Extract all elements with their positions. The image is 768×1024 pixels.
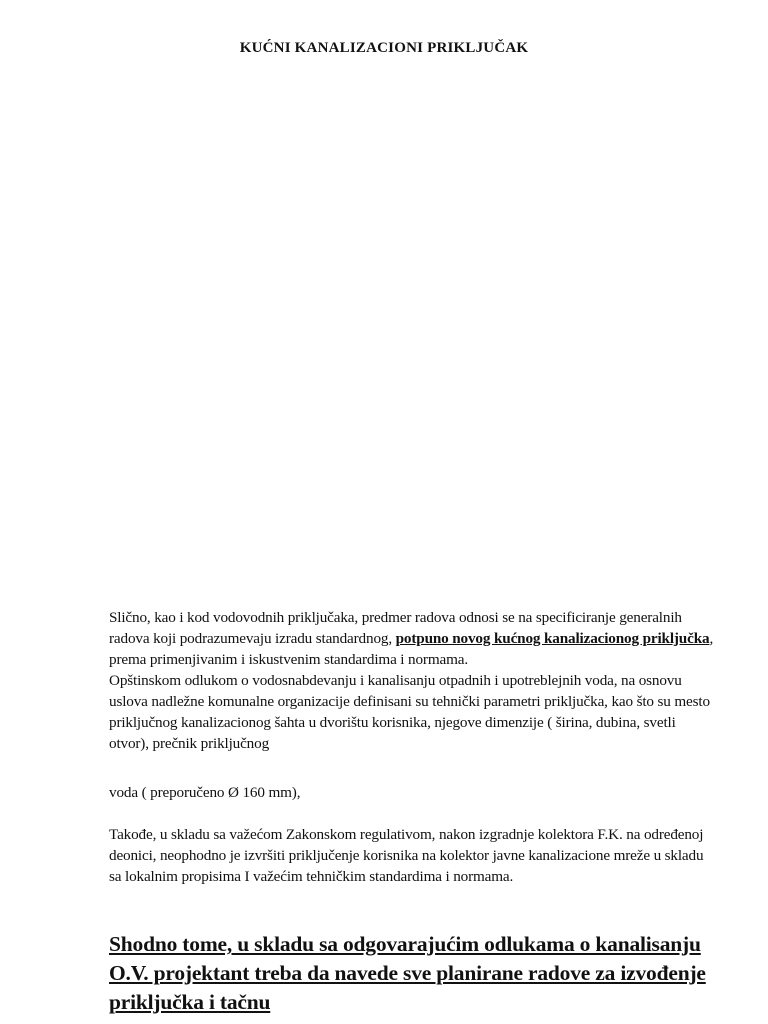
document-title: KUĆNI KANALIZACIONI PRIKLJUČAK bbox=[239, 40, 529, 56]
diameter-line: voda ( preporučeno Ø 160 mm), bbox=[109, 784, 301, 801]
paragraph-intro-first bbox=[109, 607, 719, 670]
paragraph-intro bbox=[109, 607, 719, 754]
paragraph-regulation-text: Takođe, u skladu sa važećom Zakonskom regulativom, nakon izgradnje kolektora F.K. na određenoj deonici, neophodno je izvršiti priključenje korisnika na kolektor javne kanalizacione mreže u skladu sa lokalnim propisima I važećim tehničkim standardima i normama. bbox=[109, 826, 704, 885]
paragraph-ordinance: Opštinskom odlukom o vodosnabdevanju i kanalisanju otpadnih i upotreblejnih voda, na osnovu uslova nadležne komunalne organizacije definisani su tehnički parametri priključka, kao što su mesto priključnog kanalizacionog šahta u dvorištu korisnika, njegove dimenzije ( širina, dubina, svetli otvor), prečnik priključnog bbox=[109, 672, 710, 752]
paragraph-intro-text-b: , prema primenjivanim i iskustvenim standardima i normama. bbox=[109, 630, 714, 668]
emphasis-new-connection: potpuno novog kućnog kanalizacionog priključka bbox=[395, 630, 710, 647]
section-heading: Shodno tome, u skladu sa odgovarajućim odlukama o kanalisanju O.V. projektant treba da navede sve planirane radove za izvođenje priključka i tačnu bbox=[109, 932, 706, 1014]
paragraph-intro-text-a: Slično, kao i kod vodovodnih priključaka, predmer radova odnosi se na specificiranje generalnih radova koji podrazumevaju izradu standardnog, bbox=[109, 609, 682, 647]
paragraph-regulation bbox=[109, 824, 719, 887]
